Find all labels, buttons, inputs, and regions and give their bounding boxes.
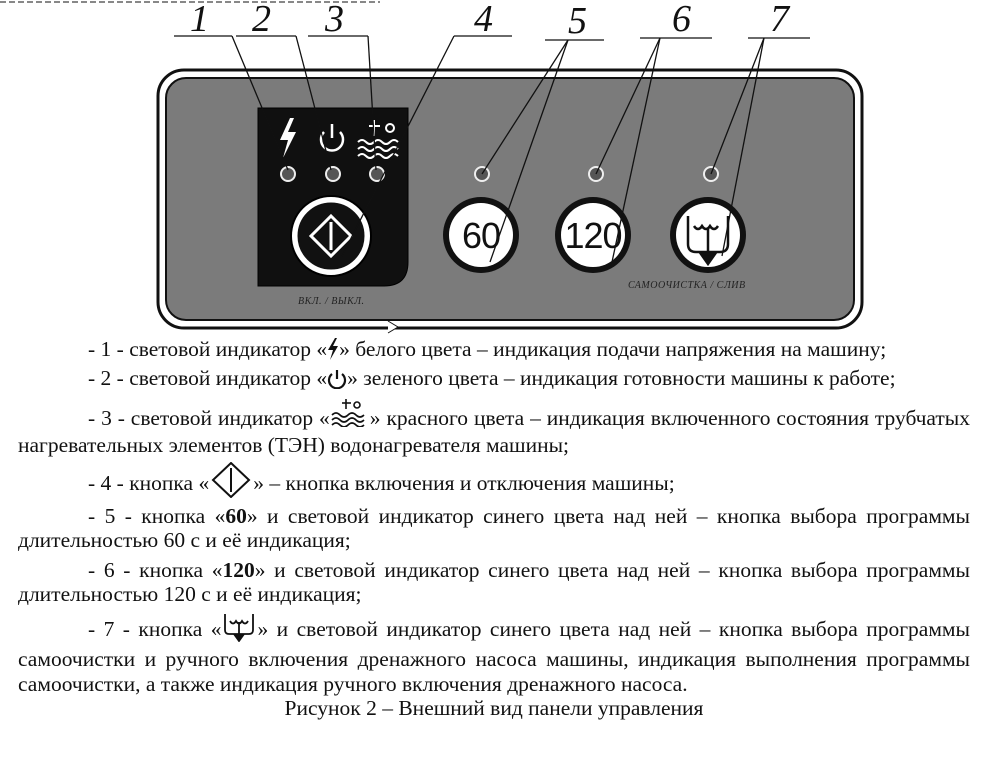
legend-item-7-suffix: » и световой индикатор синего цвета над ней – кнопка выбора программы самоочистки и ручного включения дренажного насоса машины, индикация выполнения программы самоочистки, а также индикация ручного включения дренажного насоса. [18,616,970,696]
on-off-label: ВКЛ. / ВЫКЛ. [298,296,365,307]
legend-item-6 [18,558,970,607]
power-icon [327,369,347,395]
legend-item-1 [18,337,970,366]
callout-7: 7 [770,0,789,40]
callout-2: 2 [252,0,271,40]
legend-item-5-suffix: » и световой индикатор синего цвета над ней – кнопка выбора программы длительностью 60 с и её индикация; [18,503,970,552]
figure-caption: Рисунок 2 – Внешний вид панели управления [284,696,704,720]
legend-item-3 [18,399,970,457]
legend-item-5-prefix: - 5 - кнопка « [88,503,226,528]
legend-item-6-prefix: - 6 - кнопка « [88,557,223,582]
callout-6: 6 [672,0,691,40]
legend-item-1-suffix: » белого цвета – индикация подачи напряжения на машину; [339,337,887,361]
control-panel-figure [0,0,997,340]
legend-item-3-suffix: » красного цвета – индикация включенного состояния трубчатых нагревательных элементов (ТЭН) водонагревателя машины; [18,406,970,457]
legend-item-6-bold: 120 [222,557,255,582]
selfclean-drain-label: САМООЧИСТКА / СЛИВ [628,280,746,291]
legend-item-1-prefix: - 1 - световой индикатор « [88,337,328,361]
lightning-icon [327,338,339,366]
button-drain[interactable] [670,197,746,273]
button-120-label: 120 [564,215,622,256]
legend-item-2 [18,366,970,395]
callout-5: 5 [568,0,587,42]
indicator-led-2 [326,167,340,181]
heater-temp-icon [330,399,370,433]
legend-item-5 [18,504,970,553]
legend-item-2-suffix: » зеленого цвета – индикация готовности машины к работе; [347,365,896,390]
power-diamond-icon [209,462,253,504]
legend-item-5-bold: 60 [225,503,247,528]
legend-item-7-prefix: - 7 - кнопка « [88,616,222,641]
power-button[interactable] [291,196,371,276]
legend-text [18,337,970,742]
legend-item-4 [18,462,970,504]
callout-4: 4 [474,0,493,40]
figure-drawing [0,0,997,340]
legend-item-6-suffix: » и световой индикатор синего цвета над ней – кнопка выбора программы длительностью 120 с и её индикация; [18,557,970,606]
callout-1: 1 [190,0,209,40]
legend-item-4-suffix: » – кнопка включения и отключения машины; [253,471,675,495]
legend-item-4-prefix: - 4 - кнопка « [88,471,210,495]
legend-item-2-prefix: - 2 - световой индикатор « [88,365,328,390]
legend-item-7 [18,612,970,697]
legend-item-3-prefix: - 3 - световой индикатор « [88,406,330,430]
button-60-label: 60 [461,215,501,256]
drain-icon [221,612,257,648]
callout-3: 3 [325,0,344,40]
